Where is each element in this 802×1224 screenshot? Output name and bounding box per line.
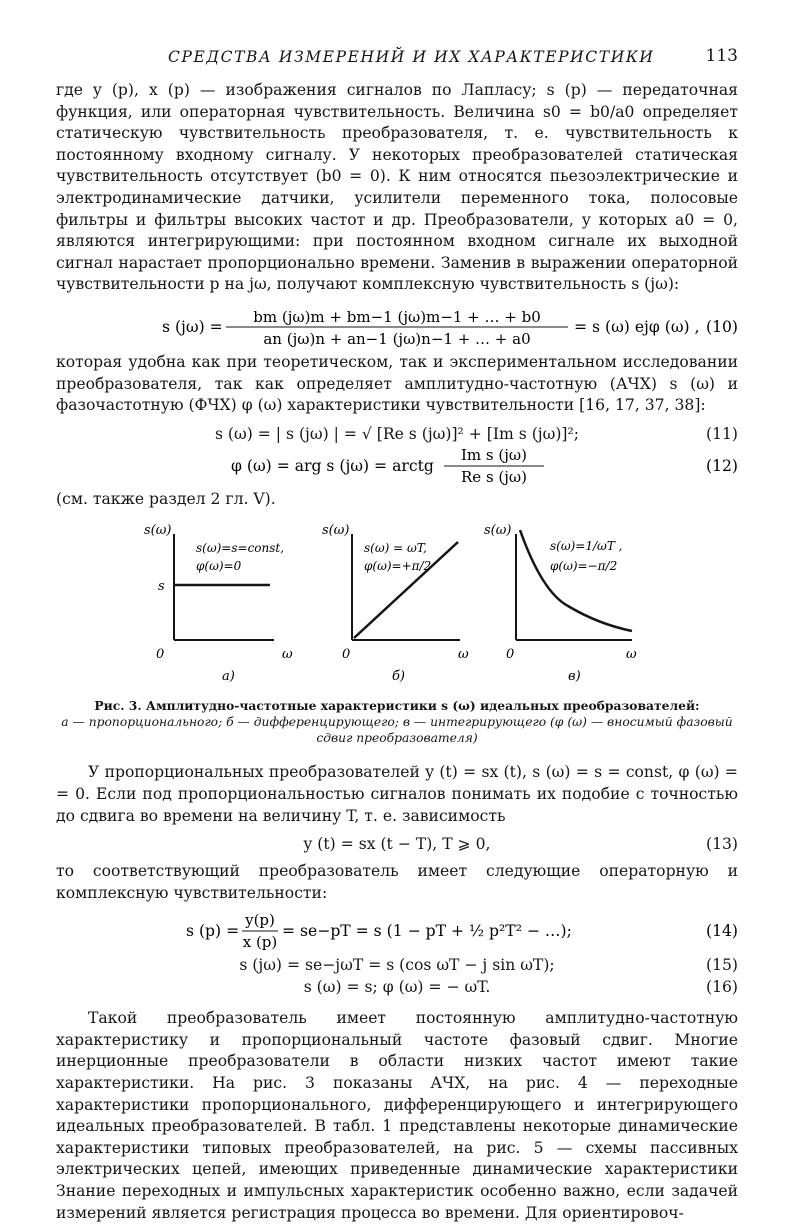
figure-3-plots	[56, 520, 738, 692]
eq14-rhs: = se−pT = s (1 − pT + ½ p²T² − …);	[282, 922, 572, 941]
eq14-denominator: x (p)	[242, 933, 278, 952]
eq12-denominator: Re s (jω)	[461, 467, 527, 486]
eq10-number: (10)	[705, 317, 738, 336]
equation-12	[56, 445, 738, 489]
equation-10-formula	[56, 302, 738, 352]
equation-16	[56, 976, 738, 998]
panel-a-sub: а)	[222, 669, 235, 685]
equation-14	[56, 910, 738, 954]
panel-a-ann1: s(ω)=s=const,	[196, 541, 285, 556]
panel-b-origin: 0	[342, 647, 351, 663]
eq14-number: (14)	[705, 922, 738, 941]
paragraph-5: то соответствующий преобразователь имеет следующие операторную и комплексную чувствительности:	[56, 862, 738, 902]
eq11-number: (11)	[705, 424, 738, 443]
eq11-formula: s (ω) = | s (jω) | = √ [Re s (jω)]² + [Im s (jω)]²;	[214, 424, 580, 443]
equation-13	[56, 833, 738, 855]
panel-b-ann1: s(ω) = ωT,	[364, 541, 427, 556]
eq12-numerator: Im s (jω)	[461, 445, 527, 464]
eq14-lhs: s (p) =	[186, 922, 240, 941]
panel-a	[144, 523, 293, 684]
eq16-formula: s (ω) = s; φ (ω) = − ωT.	[303, 978, 491, 997]
panel-a-ylabel: s(ω)	[144, 523, 172, 539]
panel-b-ann2: φ(ω)=+π/2	[364, 559, 432, 574]
panel-c-ann2: φ(ω)=−π/2	[550, 559, 618, 574]
equation-10	[56, 302, 738, 352]
panel-c	[484, 523, 637, 684]
eq15-number: (15)	[705, 956, 738, 975]
panel-c-origin: 0	[506, 647, 515, 663]
panel-c-ylabel: s(ω)	[484, 523, 512, 539]
eq10-rhs: = s (ω) ejφ (ω) ,	[574, 317, 700, 336]
eq10-numerator: bm (jω)m + bm−1 (jω)m−1 + … + b0	[253, 307, 541, 326]
paragraph-6: Такой преобразователь имеет постоянную амплитудно-частотную характеристику и пропорциональный частоте фазовый сдвиг. Многие инерционные преобразователи в области низких частот имеют такие характеристики. На рис. 3 показаны АЧХ, на рис. 4 — переходные характеристики пропорционального, дифференцирующего и интегрирующего идеальных преобразователей. В табл. 1 представлены некоторые динамические характеристики типовых преобразователей, на рис. 5 — схемы пассивных электрических цепей, имеющих приведенные динамические характеристики Знание переходных и импульсных характеристик особенно важно, если задачей измерений является регистрация процесса во времени. Для ориентировоч-	[56, 1009, 738, 1222]
panel-b-xlabel: ω	[458, 647, 469, 663]
panel-b	[322, 523, 469, 684]
eq16-number: (16)	[705, 978, 738, 997]
page-header	[56, 40, 738, 80]
page-number: 113	[705, 46, 738, 66]
eq13-formula: y (t) = sx (t − T), T ⩾ 0,	[303, 835, 491, 854]
eq10-denominator: an (jω)n + an−1 (jω)n−1 + … + a0	[263, 329, 531, 348]
eq10-lhs: s (jω) =	[162, 317, 223, 336]
paragraph-3: (см. также раздел 2 гл. V).	[56, 489, 276, 508]
panel-c-sub: в)	[568, 669, 581, 685]
running-title: СРЕДСТВА ИЗМЕРЕНИЙ И ИХ ХАРАКТЕРИСТИКИ	[168, 48, 655, 66]
caption-body: а — пропорционального; б — дифференцирующего; в — интегрирующего (φ (ω) — вносимый фазовый сдвиг преобразователя)	[61, 715, 733, 746]
panel-c-xlabel: ω	[626, 647, 637, 663]
panel-a-level: s	[158, 579, 165, 595]
eq14-numerator: y(p)	[245, 911, 275, 930]
panel-c-ann1: s(ω)=1/ωT ,	[550, 539, 623, 554]
panel-a-xlabel: ω	[282, 647, 293, 663]
eq13-number: (13)	[705, 835, 738, 854]
eq15-formula: s (jω) = se−jωT = s (cos ωT − j sin ωT);	[239, 956, 555, 975]
equation-15	[56, 954, 738, 976]
equation-12-formula	[56, 445, 738, 489]
panel-a-origin: 0	[156, 647, 165, 663]
caption-title: Рис. 3. Амплитудно-частотные характеристики s (ω) идеальных преобразователей:	[94, 698, 700, 714]
equation-11	[56, 423, 738, 445]
paragraph-1: где y (p), x (p) — изображения сигналов по Лапласу; s (p) — передаточная функция, или операторная чувствительность. Величина s0 = b0/a0 определяет статическую чувствительность преобразователя, т. е. чувствительность к постоянному входному сигналу. У некоторых преобразователей статическая чувствительность отсутствует (b0 = 0). К ним относятся пьезоэлектрические и электродинамические датчики, усилители переменного тока, полосовые фильтры и фильтры высоких частот и др. Преобразователи, у которых a0 = 0, являются интегрирующими: при постоянном входном сигнале их выходной сигнал нарастает пропорционально времени. Заменив в выражении операторной чувствительности p на jω, получают комплексную чувствительность s (jω):	[56, 81, 738, 294]
book-page	[56, 40, 738, 1224]
figure-3	[56, 520, 738, 692]
panel-b-ylabel: s(ω)	[322, 523, 350, 539]
equation-14-formula	[56, 910, 738, 954]
paragraph-4: У пропорциональных преобразователей y (t) = sx (t), s (ω) = s = const, φ (ω) = = 0. Если под пропорциональностью сигналов понимать их подобие с точностью до сдвига во времени на величину T, т. е. зависимость	[56, 763, 738, 825]
panel-b-curve	[354, 542, 458, 638]
figure-caption	[56, 698, 738, 746]
paragraph-2: которая удобна как при теоретическом, так и экспериментальном исследовании преобразователя, так как определяет амплитудно-частотную (АЧХ) s (ω) и фазочастотную (ФЧХ) φ (ω) характеристики чувствительности [16, 17, 37, 38]:	[56, 352, 738, 415]
eq12-lhs: φ (ω) = arg s (jω) = arctg	[231, 456, 434, 475]
eq12-number: (12)	[705, 456, 738, 475]
panel-b-sub: б)	[392, 669, 406, 685]
panel-a-ann2: φ(ω)=0	[196, 559, 242, 574]
